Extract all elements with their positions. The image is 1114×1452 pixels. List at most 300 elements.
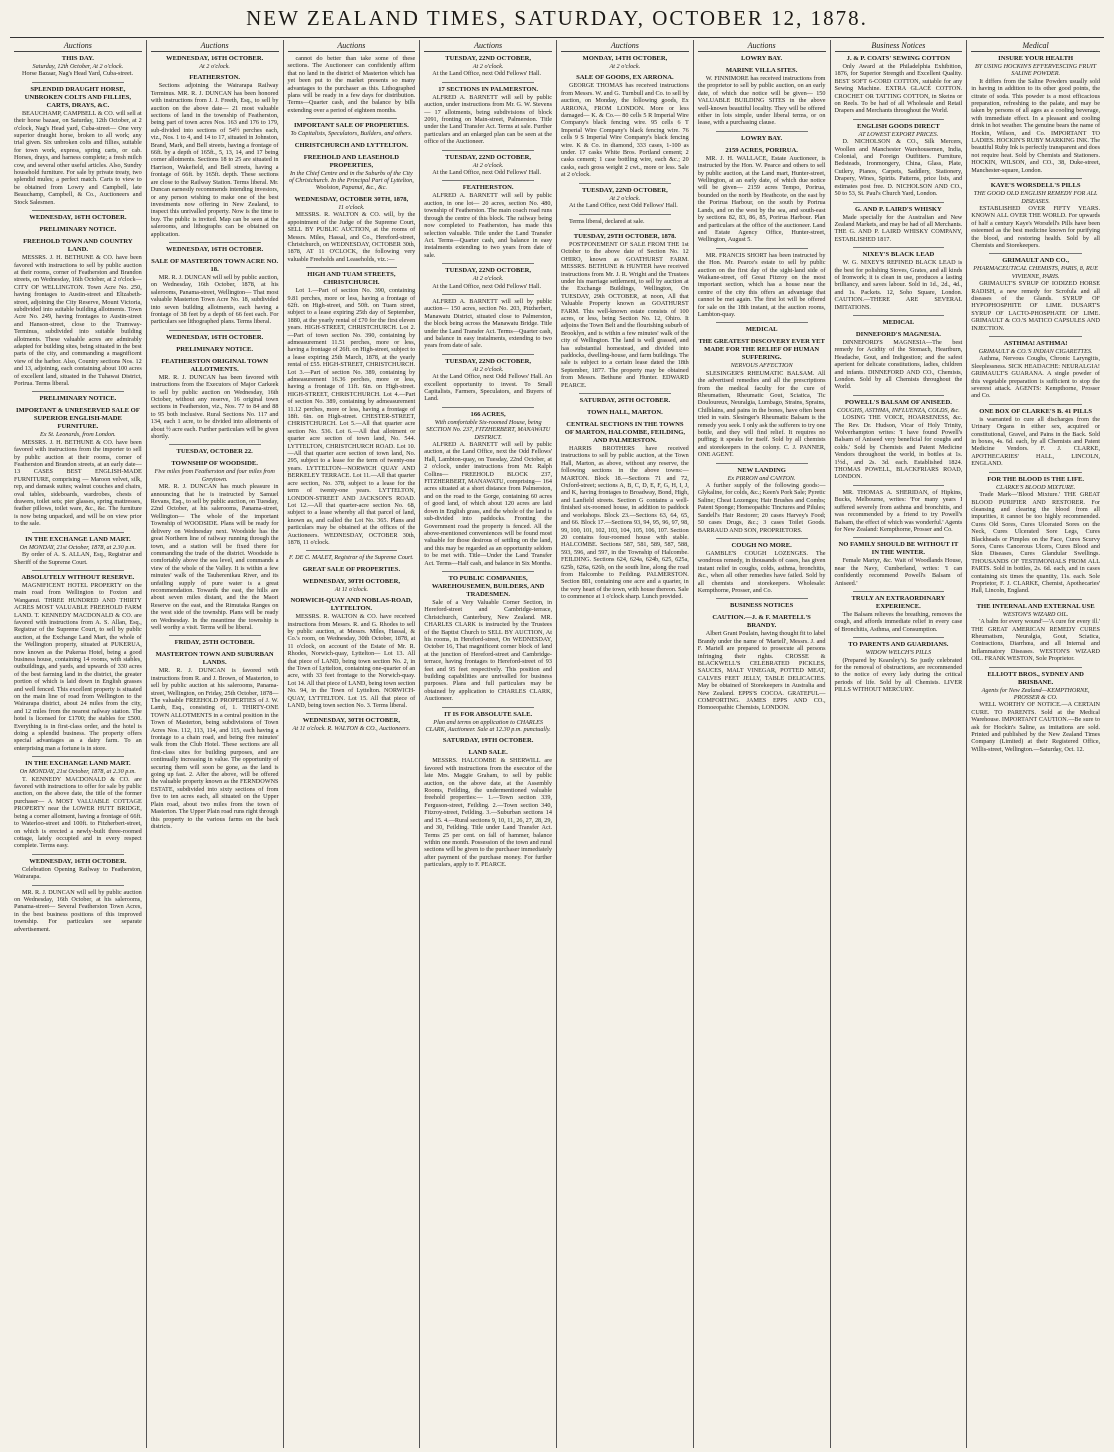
- ad-title: NORWICH-QUAY AND NOBLAS-ROAD, LYTTELTON.: [290, 597, 413, 613]
- ad-title: INSURE YOUR HEALTH: [998, 55, 1074, 62]
- ad-title: MEDICAL: [882, 318, 915, 326]
- ad-body: T. KENNEDY MACDONALD & CO. are favored with instructions to offer for sale by public auction, on the above date, the title of the former purchaser— A MOST VALUABLE COTTAGE PROPERTY near the LOWER HUTT BRIDGE, being a corner allotment, having a frontage of 66ft. to Waterloo-street and 100ft. to Fitzherbert-street, on which is erected a newly-built three-roomed cottage, lately occupied and in every respect complete. Terms easy.: [14, 775, 142, 850]
- advertisement: [561, 187, 689, 210]
- ad-body: The Balsam relieves the breathing, removes the cough, and affords immediate relief in every case of Bronchitis, Asthma, and Consumption.: [834, 610, 963, 633]
- advertisement: [151, 346, 279, 354]
- ad-body: GEORGE THOMAS has received instructions from Messrs. W. and G. Turnbull and Co. to sell by auction, on Monday, the following goods, Ex ARRONA, FROM LONDON. More or less damaged— K. & Co.— 80 cells 5 R Imperial Wire Company's black fencing wire. 95 cells 6 T Imperial Wire Company's black fencing wire. 76 cells 9 S Imperial Wire Company's black fencing wire. K & Co. in diamond, 333 cases, 1-100 as under. 17 casks White Bros. Portland cement; 2 casks cement; 1 case bottling wire, each &c.; 20 casks, each gross weight 2 cwt., more or less. Sale at 2 o'clock.: [561, 82, 689, 179]
- ad-subtitle: At 2 o'clock.: [199, 63, 230, 70]
- ad-separator: [306, 713, 398, 714]
- ad-title: ELLIOTT BROS., SYDNEY AND BRISBANE.: [987, 670, 1084, 686]
- advertisement: [14, 395, 142, 403]
- ad-body: ALFRED A. BARNETT will sell by public auction, in one lot— 20 acres, section No. 480, township of Featherston. The main coach road runs through the centre of this block. The railway being now completed to Featherston, has made this selection valuable. Title under the Land Transfer Act. Terms—Quarter cash, and balance in easy instalments extending to two years from date of sale.: [424, 192, 552, 259]
- ad-title: TUESDAY, 22ND OCTOBER,: [581, 186, 668, 194]
- ad-separator: [989, 336, 1082, 337]
- column-heading: Medical: [971, 40, 1100, 52]
- advertisement: [151, 334, 279, 342]
- advertisement: [835, 399, 963, 481]
- ad-title: THE GREATEST DISCOVERY EVER YET MADE FOR THE RELIEF OF HUMAN SUFFERING.: [698, 338, 825, 362]
- ad-title: FRIDAY, 25TH OCTOBER.: [174, 639, 255, 647]
- ad-separator: [32, 885, 124, 886]
- ad-separator: [32, 854, 124, 855]
- ad-subtitle: At 2 o'clock.: [472, 275, 504, 283]
- advertisement: [698, 135, 826, 143]
- advertisement: [151, 448, 279, 456]
- advertisement: [698, 467, 826, 534]
- ad-title: ENGLISH GOODS DIRECT: [856, 122, 940, 130]
- advertisement: [561, 397, 689, 405]
- ad-body: Made specially for the Australian and New Zealand Markets, and may be had of all Merchants. THE G. AND P. LAIRD WHISKY COMPANY, ESTABLISHED 1817.: [834, 213, 963, 243]
- ad-subtitle: COUGHS, ASTHMA, INFLUENZA, COLDS, &c.: [836, 406, 960, 414]
- ad-body: GAMBLE'S COUGH LOZENGES. The wondrous remedy, in thousands of cases, has given instant relief in coughs, colds, asthma, bronchitis, &c., when all other remedies have failed. Sold by all chemists and storekeepers. Wholesale: Kempthorne, Prosser, and Co.: [697, 549, 826, 594]
- ad-separator: [579, 214, 671, 215]
- ad-separator: [32, 391, 124, 392]
- ad-body: ALFRED A. BARNETT will sell by public auction— 150 acres, section No. 203, Pitzherbert, Manawatu District, situated close to Palmerston, the block being across the Manawatu Bridge. Title under the Land Transfer Act. Terms—Quarter cash, and balance in easy instalments, extending to two years from date of sale.: [424, 297, 552, 350]
- ad-title: SALE OF MASTERTON TOWN ACRE NO. 18.: [151, 257, 279, 273]
- ad-separator: [442, 407, 534, 408]
- ad-body: WELL WORTHY OF NOTICE.—A CERTAIN CURE. TO PARENTS. Sold at the Medical Warehouse. IMPORTANT CAUTION.—Be sure to ask for Hockin's Saline, as imitations are sold. Printed and published by the New Zealand Times Company (Limited) at their Registered Office, Willis-street, Wellington.—Saturday, Oct. 12.: [971, 701, 1100, 753]
- advertisement: [698, 542, 826, 594]
- advertisement: [698, 67, 826, 127]
- ad-separator: [853, 395, 945, 396]
- ad-body: cannot do better than take some of these sections. The Auctioneer can confidently affirm that no land in the district of Masterton which has yet been put to the market presents so many advantages to the purchaser as this. Lithographed plans will be ready in a few days for distribution. Terms—Quarter cash, and the balance by bills extending over a period of eighteen months.: [287, 55, 416, 114]
- ad-title: COUGH NO MORE.: [731, 541, 792, 549]
- ad-separator: [442, 180, 534, 181]
- advertisement: [561, 409, 689, 417]
- ad-subtitle: At 2 o'clock.: [609, 63, 641, 70]
- advertisement: [835, 489, 963, 533]
- advertisement: [151, 460, 279, 631]
- ad-title: NO FAMILY SHOULD BE WITHOUT IT IN THE WINTER.: [838, 541, 959, 557]
- ad-title: MONDAY, 14TH OCTOBER,: [582, 55, 668, 62]
- ad-body: MR. R. J. DUNCAN will sell by public auction, on Wednesday, 16th October, 1878, at his salerooms, Panama-street, Wellington— That most valuable Masterton Town Acre No. 18, subdivided into seven building allotments, each having a frontage of 38 feet by a depth of 66 feet each. For particulars see lithographed plans. Terms liberal.: [150, 273, 279, 326]
- advertisement: [288, 717, 416, 732]
- ad-subtitle: BY USING HOCKIN'S EFFERVESCING FRUIT SALINE POWDER.: [975, 63, 1097, 78]
- ad-subtitle: At 11 o'clock. R. WALTON & CO., Auctioneers.: [292, 725, 411, 733]
- ad-subtitle: F. DE C. MALET, Registrar of the Supreme Court.: [289, 554, 414, 562]
- ad-title: TUESDAY, 22ND OCTOBER,: [445, 267, 532, 275]
- advertisement: [424, 298, 552, 350]
- ad-separator: [989, 404, 1082, 405]
- ad-title: FOR THE BLOOD IS THE LIFE.: [987, 475, 1085, 483]
- ad-separator: [32, 82, 124, 83]
- ad-body: ALFRED A. BARNETT will sell by public auction, under instructions from Mr. G. W. Stevens— 17 allotments, being subdivisions of block 2091, fronting on Main-street, Palmerston. Title under the Land Transfer Act. Terms at sale. Further particulars and an enlarged plan can be seen at the office of the Auctioneer.: [424, 93, 552, 146]
- ad-title: CAUTION.—J. & F. MARTELL'S BRANDY.: [712, 614, 811, 630]
- ad-title: WEDNESDAY, 30TH OCTOBER,: [302, 717, 400, 725]
- ad-body: Celebration Opening Railway to Featherston, Wairarapa.: [14, 865, 142, 881]
- ad-body: POSTPONEMENT OF SALE FROM THE 1st October to the above date of Section No. 12 OHIRO, known as GOATHURST FARM. MESSRS. BETHUNE & HUNTER have received instructions from Mr. J. R. Wright and the Trustees under his marriage settlement, to sell by auction at the Exchange Buildings, Wellington, On TUESDAY, 29th OCTOBER, at noon, All that Valuable Property known as GOATHURST FARM. This well-known estate consists of 100 acres, or less, being Section No. 12, Ohiro. It adjoins the Town Belt and the flourishing suburb of Brooklyn, and is within a few minutes' walk of the city of Wellington. The land is well grassed, and has substantial homestead, and divided into paddocks, dwelling-house, and farm buildings. The sale is subject to a certain lease dated the 18th September, 1877. The property may be obtained from Messrs. Bethune and Hunter. EDWARD PEARCE.: [561, 240, 689, 389]
- ad-subtitle: To Capitalists, Speculators, Builders, and others.: [290, 130, 413, 138]
- ad-title: SATURDAY, 26TH OCTOBER.: [579, 397, 671, 405]
- ad-body: At the Land Office, next Odd Fellows' Hall.: [432, 169, 541, 177]
- ad-separator: [32, 532, 124, 533]
- ad-subtitle: On MONDAY, 21st October, 1878, at 2.30 p.m.: [19, 543, 136, 551]
- advertisement: [561, 218, 689, 225]
- ad-separator: [579, 183, 671, 184]
- ad-title: LAND SALE.: [468, 749, 508, 757]
- ad-title: TUESDAY, 22ND OCTOBER,: [445, 55, 532, 62]
- ad-title: MARINE VILLA SITES.: [725, 67, 798, 74]
- ad-subtitle: In the Chief Centre and in the Suburbs of the City of Christchurch. In the Principal Part of Lyttelton, Woolston, Papanui, &c., &c.: [288, 169, 414, 192]
- ad-separator: [716, 463, 808, 464]
- advertisement: [14, 574, 142, 752]
- ad-body: By order of A. S. ALLAN, Esq., Registrar and Sheriff of the Supreme Court.: [14, 551, 142, 566]
- advertisement: [14, 238, 142, 387]
- advertisement: [835, 206, 963, 244]
- advertisement: [698, 147, 826, 244]
- ad-title: FEATHERSTON.: [462, 184, 514, 192]
- ad-title: NEW LANDING: [737, 466, 786, 474]
- ad-title: 166 ACRES,: [470, 410, 506, 418]
- ad-separator: [716, 322, 808, 323]
- ad-separator: [853, 637, 945, 638]
- columns: [10, 40, 1104, 1452]
- ad-body: W. FINNIMORE has received instructions from the proprietor to sell by public auction, on an early date, of which due notice will be given— 150 VALUABLE BUILDING SITES in the above well-known beautiful locality. They will be offered either in lots simple, under liberal terms, or on lease, with a purchasing clause.: [697, 75, 826, 127]
- advertisement: [14, 55, 142, 78]
- ad-title: SPLENDID DRAUGHT HORSE, UNBROKEN COLTS AND FILLIES, CARTS, DRAYS, &C.: [24, 85, 132, 109]
- ad-separator: [442, 571, 534, 572]
- advertisement: [288, 566, 416, 574]
- column-heading: Auctions: [424, 40, 552, 52]
- advertisement: [424, 184, 552, 259]
- ad-title: 17 SECTIONS IN PALMERSTON.: [438, 85, 539, 93]
- ad-subtitle: 11 o'clock.: [338, 203, 365, 211]
- masthead-rule: [10, 37, 1104, 38]
- ad-separator: [716, 538, 808, 539]
- ad-body: Sale of a Very Valuable Corner Section, in Hereford-street and Cambridge-terrace, Christchurch, Canterbury, New Zealand. MR. CHARLES CLARK is instructed by the Trustees of the Baptist Church to SELL BY AUCTION, At his rooms, in Hereford-street, On WEDNESDAY, October 16, That magnificent corner block of land at the junction of Hereford-street and Cambridge-terrace, having frontages to Hereford-street of 93 feet and 95 feet respectively. This position and building capabilities are unrivalled for business purposes. Plans and full particulars may be obtained by application to CHARLES CLARK, Auctioneer.: [424, 598, 552, 703]
- ad-body: MR. R. J. DUNCAN is favored with instructions from R. and J. Brown, of Masterton, to sell by public auction at his salerooms, Panama-street, Wellington, on Friday, 25th October, 1878— The valuable FREEHOLD PROPERTIES of J. W. Lamb, Esq., consisting of, 1. THIRTY-ONE TOWN ALLOTMENTS in a central position in the Town of Masterton, being subdivisions of Town Acres Nos. 112, 113, 114, and 115, each having a frontage to a chain road, and being five minutes' walk from the Club Hotel. These sections are all first-class sites for building purposes, and are continually increasing in value. The opportunity of securing them will soon be gone, as the land is going up fast. 2. After the above, will be offered the valuable property known as the FERNDOWNS ESTATE, subdivided into sixty sections of from five to ten acres each, all situated on the Upper Plain road, about two miles from the town of Masterton. The Upper Plain road runs right through this property to the various farms on the back districts.: [150, 667, 279, 830]
- ad-body: MESSRS. J. H. BETHUNE & CO. have been favored with instructions from the importer to sell by public auction at their rooms, corner of Featherston and Brandon streets, at an early date— 13 CASES BEST ENGLISH-MADE FURNITURE, comprising — Maroon velvet, silk, rep, and damask suites; walnut couches and chairs, oval tables, sideboards, wardrobes, chests of drawers, toilet sets; pier glasses, spring mattresses, feather pillows, toilet ware, &c., &c. The furniture is now being unpacked, and will be on view prior to the sale.: [14, 438, 142, 528]
- ad-separator: [32, 570, 124, 571]
- column-6: [694, 40, 831, 1448]
- ad-title: LOWRY BAY.: [741, 55, 783, 62]
- ad-title: SALE OF GOODS, EX ARRONA.: [576, 74, 674, 82]
- advertisement: [14, 858, 142, 881]
- ad-body: BEAUCHAMP, CAMPBELL & CO. will sell at their horse bazaar, on Saturday, 12th October, at 2 o'clock, Nag's Head yard, Cuba-street— One very superior draught horse, broken to all work; any trial given. Six unbroken colts and fillies, suitable for town work, express, spring carts, or cab. Horses, drays, and harness complete; a fresh milch cow, and several other useful articles. Also, Sundry household furniture. For sale by private treaty, two splendid mules; a perfect match. Carts to view to be obtained from Lowry and Campbell, late Beauchamp, Campbell, & Co., Auctioneers and Stock Salesmen.: [14, 109, 142, 206]
- ad-title: IN THE EXCHANGE LAND MART.: [25, 760, 131, 768]
- column-heading: Auctions: [698, 40, 826, 52]
- advertisement: [971, 55, 1100, 174]
- advertisement: [561, 421, 689, 601]
- ad-title: LOWRY BAY.: [741, 134, 783, 142]
- ad-body: DINNEFORD'S MAGNESIA—The best remedy for Acidity of the Stomach, Heartburn, Headache, Gout, and Indigestion; and the safest aperient for delicate constitutions, ladies, children and infants. DINNEFORD AND CO., Chemists, London. Sold by all Chemists throughout the World.: [834, 338, 963, 391]
- ad-title: POWELL'S BALSAM OF ANISEED.: [844, 398, 952, 406]
- ad-title: TUESDAY, 22ND OCTOBER,: [445, 357, 532, 365]
- advertisement: [561, 74, 689, 178]
- ad-body: Trade Mark—'Blood Mixture.' THE GREAT BLOOD PURIFIER AND RESTORER. For cleansing and clearing the blood from all impurities, it cannot be too highly recommended. Cures Old Sores, Cures Ulcerated Sores on the Neck, Cures Ulcerated Sore Legs, Cures Blackheads or Pimples on the Face, Cures Scurvy Sores, Cures Cancerous Ulcers, Cures Blood and Skin Diseases, Cures Glandular Swellings. THOUSANDS OF TESTIMONIALS FROM ALL PARTS. Sold in bottles, 2s. 6d. each, and in cases containing six times the quantity, 11s. each. Sole Proprietor, F. J. CLARKE, Chemist, Apothecaries' Hall, Lincoln, England.: [971, 491, 1100, 595]
- advertisement: [698, 55, 826, 63]
- ad-title: WEDNESDAY, 16TH OCTOBER.: [166, 333, 264, 341]
- ad-body: MR. R. J. DUNCAN has been favored with instructions from the Executors of Major Carkeek to sell by public auction on Wednesday, 16th October, without any reserve, 16 original town sections in Featherston, viz., Nos. 77 to 84 and 88 to 95 both inclusive. Rural Sections No. 117 and 134, each 1 acre, to be divided into allotments of about ½ acre each. Further particulars will be given shortly.: [150, 373, 279, 441]
- advertisement: [424, 358, 552, 403]
- ad-body: MR. J. H. WALLACE, Estate Auctioneer, is instructed by the Hon. W. Pearce and others to sell by public auction, at the Land mart, Hunter-street, Wellington, at an early date, of which due notice will be given— 2159 acres Tempo, Porirua, bounded on the north by Heathcote, on the east by the Porirua Harbour, on the south by Porirua Lands, and on the west by the sea, and south-east by sections 82, 83, 86, 85, Porirua Harbour. Plan and particulars at the office of the auctioneer. Land and Estate Agency Office, Hunter-street, Wellington, August 5.: [697, 154, 826, 244]
- ad-subtitle: On MONDAY, 21st October, 1878, at 2.30 p.m.: [19, 768, 136, 776]
- ad-subtitle: AT LOWEST EXPORT PRICES.: [858, 130, 939, 138]
- advertisement: [151, 55, 279, 70]
- ad-subtitle: At 11 o'clock.: [334, 585, 369, 593]
- column-7: [831, 40, 968, 1448]
- masthead: NEW ZEALAND TIMES, SATURDAY, OCTOBER 12, 1878.: [246, 6, 868, 30]
- ad-title: TUESDAY, 29TH OCTOBER, 1878.: [573, 232, 677, 240]
- ad-separator: [442, 354, 534, 355]
- advertisement: [151, 74, 279, 238]
- ad-subtitle: Ex St. Leonards, from London.: [40, 431, 116, 439]
- advertisement: [151, 258, 279, 326]
- ad-title: CENTRAL SECTIONS IN THE TOWNS OF MARTON, HALCOMBE, FEILDING, AND PALMERSTON.: [564, 421, 686, 445]
- advertisement: [698, 338, 826, 458]
- advertisement: [424, 55, 552, 78]
- advertisement: [424, 86, 552, 146]
- ad-subtitle: WIDOW WELCH'S PILLS: [865, 649, 932, 657]
- ad-separator: [169, 242, 261, 243]
- ad-separator: [716, 131, 808, 132]
- ad-body: At the Land Office, next Odd Fellows' Hall.: [569, 202, 678, 210]
- advertisement: [698, 602, 826, 610]
- ad-separator: [989, 599, 1082, 600]
- ad-body: HARRIS BROTHERS have received instructions to sell by public auction, at the Town Hall, Marton, as above, without any reserve, the following sections in the above towns:— MARTON. Block 18.—Sections 71 and 72, Oxford-street; sections A, B, C, D, E, F, G, H, I, J, and K, having frontages to Broadway, Bond, High, and Lanfield streets. Section G contains a well-finished six-roomed house, in addition to paddock and workshops. Block 23.—Sections 63, 64, 65, and 66. Block 17.—Sections 93, 94, 95, 96, 97, 98, 99, 100, 101, 102, 103, 104, 105, 106, 107. Section 20 contains four-roomed house with stable. HALCOMBE. Sections 587, 581, 589, 587, 588, 593, 596, and 597, in the Township of Halcombe. FEILDING. Sections 624, 624a, 624b, 625, 625a, 625b, 626a, 626b, on the south line, along the road from Halcombe to Feilding. PALMERSTON. Section 881, containing one acre and a quarter, in the very heart of the town, with house thereon. Sale to commence at 1 o'clock sharp. Lunch provided.: [561, 445, 689, 601]
- ad-title: IMPORTANT & UNRESERVED SALE OF SUPERIOR ENGLISH-MADE FURNITURE.: [15, 407, 140, 431]
- advertisement: [698, 252, 826, 319]
- ad-body: Female Martyr, &c. Wait of Woodlands House, near the Navy, Cumberland, writes: 'I can confidently recommend Powell's Balsam of Aniseed.': [834, 557, 963, 587]
- ad-title: PRELIMINARY NOTICE.: [176, 345, 254, 353]
- ad-body: (Prepared by Kearsley's). So justly celebrated for the removal of obstructions, are recommended to the notice of every lady during the critical periods of life. Sold by all Chemists. LIVER PILLS WITHOUT MERCURY.: [834, 656, 963, 694]
- advertisement: [835, 123, 963, 198]
- ad-subtitle: Ex PIRRON and CANTON.: [727, 474, 796, 482]
- ad-body: MESSRS. R. WALTON & CO. have received instructions from Messrs. R. and G. Rhodes to sell by public auction, at Messrs. Miles, Hassal, & Co.'s room, on Wednesday, 30th October, 1878, at 11 o'clock, on account of the Estate of Mr. R. Rhodes, Norwich-quay, Lyttelton— Lot 13. All that piece of LAND, being town section No. 2, in the Town of Lyttelton, containing one-quarter of an acre, with 33 feet frontage to the Norwich-quay. Lot 14. All that piece of LAND, being town section No. 94, in the Town of Lyttelton. NORWICH-QUAY, LYTTELTON. Lot 15. All that piece of LAND, being town section No. 3. Terms liberal.: [287, 613, 416, 710]
- ad-title: TOWNSHIP OF WOODSIDE.: [171, 460, 258, 468]
- advertisement: [424, 575, 552, 703]
- column-heading: Auctions: [288, 40, 416, 52]
- ad-body: MR. R. J. DUNCAN has much pleasure in announcing that he is instructed by Samuel Revans, Esq., to sell by public auction, on Tuesday, 22nd October, at his salerooms, Panama-street, Wellington— The whole of the important Township of WOODSIDE. Plans will be ready for delivery on Wednesday next. Woodside has the great Northern line of railway running through the town, and a station will be fixed there for commanding the trade of the district. Woodside is comfortably above the sea level, and commands a view of the whole of the Valley. It is within a few minutes' walk of the Tauherenikau River, and its unfailing supply of pure water is a great recommendation. Towards the east, the hills are about seven miles distant, and the the Maori Reserve on the east, and the Rimutaka Ranges on the west side of the township. Plans will be ready on Wednesday. In the meantime the township is well worthy a visit. Terms will be liberal.: [150, 483, 279, 631]
- column-8: [967, 40, 1104, 1448]
- ad-subtitle: WESTON'S WIZARD OIL.: [1002, 610, 1069, 618]
- ad-title: FREEHOLD AND LEASEHOLD PROPERTIES,: [303, 153, 399, 169]
- advertisement: [288, 578, 416, 593]
- column-2: [147, 40, 284, 1448]
- advertisement: [561, 233, 689, 389]
- advertisement: [971, 340, 1100, 400]
- ad-separator: [853, 247, 945, 248]
- ad-body: MR. THOMAS A. SHERIDAN, of Hipkins, Bucks, Melbourne, writes: 'For many years I suffered severely from asthma and bronchitis, and was recommended by a friend to try Powell's Balsam, the effect of which was wonderful.' Agents for New Zealand: Kempthorne, Prosser and Co.: [834, 488, 963, 533]
- ad-subtitle: At 2 o'clock.: [472, 161, 504, 169]
- ad-body: MAGNIFICENT HOTEL PROPERTY on the main road from Wellington to Foxton and Wanganui. THREE HUNDRED AND THIRTY ACRES MOST VALUABLE FREEHOLD FARM LAND. T. KENNEDY MACDONALD & CO. are favored with instructions from A. S. Allan, Esq., Registrar of the Supreme Court, to sell by public auction, at the Exchange Land Mart, the whole of the Wellington property, situated at PUKERUA, now known as the Pukerua Hotel, being a good business house, containing 14 rooms, with stables, outbuildings, and yards, and upwards of 330 acres of the best farming land in the district, the greater portion of which is laid down in English grasses and well fenced. This excellent property is situated on the main line of road from Wellington to the Wairarapa district, about 24 miles from the city, and 12 miles from the nearest railway station. The hotel is licensed for £1700; the stables for £500. Everything is in first-class order, and the hotel is doing a splendid business. The property offers special advantages as a dairy farm. To an enterprising man a fortune is in store.: [14, 581, 142, 752]
- ad-separator: [989, 178, 1082, 179]
- ad-body: At the Land Office, next Odd Fellows' Hall.: [432, 70, 541, 78]
- ad-title: GREAT SALE OF PROPERTIES.: [302, 565, 401, 573]
- advertisement: [288, 271, 416, 546]
- advertisement: [971, 257, 1100, 332]
- ad-body: MR. R. J. DUNCAN will sell by public auction on Wednesday, 16th October, at his salerooms, Panama-street— Several Featherston Town Acres, in the best business positions of this improved township. For particulars see separate advertisement.: [14, 888, 142, 933]
- ad-separator: [716, 248, 808, 249]
- ad-separator: [169, 635, 261, 636]
- ad-title: FREEHOLD TOWN AND COUNTRY LAND.: [23, 238, 133, 254]
- ad-body: Only Award at the Philadelphia Exhibition, 1876, for Superior Strength and Excellent Quality. BEST SOFT 6-CORD COTTON, suitable for any Sewing Machine. EXTRA GLACÉ COTTON. CROCHET OR TATTING COTTON, in Skeins or on Reels. To be had of all Wholesale and Retail Drapers and Merchants throughout the World.: [834, 63, 963, 115]
- ad-separator: [306, 118, 398, 119]
- ad-title: THIS DAY.: [61, 55, 94, 62]
- ad-separator: [853, 537, 945, 538]
- ad-body: At the Land Office, next Odd Fellows' Hall.: [432, 282, 541, 290]
- ad-title: TOWN HALL, MARTON.: [587, 409, 663, 417]
- ad-title: G. AND P. LAIRD'S WHISKY: [854, 205, 942, 213]
- ad-subtitle: Five miles from Featherston and four miles from Greytown.: [154, 468, 275, 483]
- ad-subtitle: Saturday, 12th October, At 2 o'clock.: [32, 63, 124, 70]
- ad-body: MESSRS. HALCOMBE & SHERWILL are favored with instructions from the executor of the late Mrs. Maggie Graham, to sell by public auction, on the above date, at the Assembly Rooms, Feilding, the undermentioned valuable freehold properties:— 1.—Town section 339, Ferguson-street, Feilding. 2.—Town section 340, Fitzroy-street, Feilding. 3.—Suburban sections 14 and 15. 4.—Rural sections 9, 10, 11, 26, 27, 28, 29, and 30, Feilding. Title under Land Transfer Act. Terms 25 per cent. on fall of hammer, balance within one month. Possession of the town and rural sections will be given to the purchaser immediately after payment of the purchase money. For further particulars, apply to F. PEARCE.: [424, 757, 552, 869]
- ad-subtitle: With comfortable Six-roomed House, being SECTION No. 237, FITZHERBERT, MANAWATU DISTRICT.: [425, 418, 551, 441]
- advertisement: [424, 749, 552, 868]
- ad-title: TRULY AN EXTRAORDINARY EXPERIENCE.: [851, 594, 946, 610]
- ad-body: Terms liberal, declared at sale.: [569, 217, 645, 225]
- ad-separator: [442, 82, 534, 83]
- ad-body: Sections adjoining the Wairarapa Railway Terminus. MR. R. J. DUNCAN has been honored with instructions from J. J. Freeth, Esq., to sell by auction on the above date— 21 most valuable sections of land in the township of Featherston, being part of town acres Nos. 163 and 176 to 179, sub-divided into sections of 54½ perches each, viz., Nos. 1 to 4, and 14 to 17, situated in Johnston, Brand, Mark, and Bell streets, having a frontage of 66ft. by a depth of 165ft., 5, 13, 14, and 17 being corner allotments. Sections 18 to 25 are situated in Harrison, Wakefield, and Bell streets, having a frontage of 66ft. by 165ft. depth. These sections are close to the Railway Station. Terms liberal. Mr. Duncan earnestly recommends intending investors, or any person wishing to make one of the best investments now offering in New Zealand, to inspect this unrivalled property. Now is the time to buy. The public is invited. Map can be seen at the salerooms, and lithographs can be obtained on application.: [150, 82, 279, 238]
- ad-title: CHRISTCHURCH AND LYTTELTON.: [294, 141, 408, 149]
- advertisement: [835, 541, 963, 587]
- ad-separator: [442, 294, 534, 295]
- column-1: [10, 40, 147, 1448]
- advertisement: [151, 639, 279, 647]
- ad-title: MEDICAL: [745, 326, 778, 334]
- ad-body: Albert Grant Poulain, having thought fit to label Brandy under the name of 'Martell', Messrs. J. and F. Martell are prepared to prosecute all persons infringing their rights. CROSSE & BLACKWELL'S CELEBRATED PICKLES, SAUCES, MALT VINEGAR, POTTED MEAT, CALVES FEET JELLY, TABLE DELICACIES. May be obtained of Storekeepers in Australia and New Zealand. EPPS'S COCOA. GRATEFUL—COMFORTING. JAMES EPPS AND CO., Homoeopathic Chemists, LONDON.: [697, 630, 826, 712]
- ad-separator: [442, 150, 534, 151]
- ad-separator: [32, 756, 124, 757]
- advertisement: [14, 889, 142, 933]
- ad-body: MESSRS. R. WALTON & CO. will, by the appointment of the Judge of the Supreme Court, SELL BY PUBLIC AUCTION, at the rooms of Messrs. Miles, Hassal, and Co., Hereford-street, Christchurch, on WEDNESDAY, OCTOBER 30th, 1878, AT 11 O'CLOCK, the following very valuable Freeholds and Leaseholds, viz.:—: [287, 211, 416, 263]
- ad-title: DINNEFORD'S MAGNESIA.: [855, 330, 941, 338]
- ad-body: 'A balm for every wound'—'A cure for every ill.' THE GREAT AMERICAN REMEDY CURES Rheumatism, Neuralgia, Gout, Sciatica, Contractions, Diarrhœa, and all Internal and Inflammatory Diseases. WESTON'S WIZARD OIL. FRANK WESTON, Sole Proprietor.: [971, 618, 1100, 663]
- advertisement: [835, 331, 963, 391]
- ad-separator: [169, 330, 261, 331]
- ad-title: IMPORTANT SALE OF PROPERTIES.: [293, 122, 409, 130]
- ad-subtitle: Agents for New Zealand—KEMPTHORNE, PROSSER & CO.: [981, 686, 1090, 702]
- ad-separator: [169, 444, 261, 445]
- advertisement: [698, 326, 826, 334]
- ad-subtitle: At 2 o'clock.: [609, 194, 641, 202]
- ad-title: 2159 ACRES, PORIRUA.: [725, 146, 798, 154]
- ad-separator: [442, 707, 534, 708]
- ad-subtitle: GRIMAULT & CO.'S INDIAN CIGARETTES.: [978, 348, 1093, 355]
- advertisement: [561, 55, 689, 70]
- ad-separator: [306, 267, 398, 268]
- advertisement: [288, 196, 416, 263]
- ad-body: ALFRED A. BARNETT will sell by public auction, at the Land Office, next the Odd Fellows' Hall, Lambton-quay, on Tuesday, 22nd October, at 2 o'clock, under instructions from Mr. Ralph Collins— FREEHOLD BLOCK 237, FITZHERBERT, MANAWATU, comprising— 164 acres situated at a short distance from Palmerston, and on the road to the Gorge, containing 60 acres of good land, of which about 120 acres are laid down in English grass, and the whole of the land is sub-divided into paddocks. Fronting the Government road the property is fenced. All the above-mentioned conveniences will be found most valuable for those desirous of settling on the land, and this may be regarded as an opportunity seldom to be met with. Title—Under the Land Transfer Act. Terms—Half cash, and balance in Six Months.: [424, 441, 552, 567]
- advertisement: [14, 214, 142, 222]
- ad-body: SLESINGER'S RHEUMATIC BALSAM. All the advertised remedies and all the prescriptions from the medical faculty for the cure of Rheumatism, Rheumatic Gout, Sciatica, Tic Douloureux, Neuralgia, Lumbago, Strains, Sprains, Chilblains, and pains in the bones, have often been tried in vain. Slesinger's Rheumatic Balsam is the remedy you seek. I only ask the sufferers to try one bottle, and they will find relief. It requires no puffing; it speaks for itself. Sold by all chemists and storekeepers in the colony. C. J. PANNER, ONE AGENT.: [697, 369, 826, 459]
- advertisement: [14, 407, 142, 527]
- ad-body: A further supply of the following goods:— Glykaline, for colds, &c.; Keen's Pork Sale; Pyretic Saline; Cheat Lozenges; Hair Brushes and Combs; Patent Sponge; Homeopathic Tinctures and Pilules; Sandell's Hair Restorer; 20 cases Harvey's Food; 50 cases Drugs, &c.; 3 cases Toilet Goods. BARRAUD AND SON, PROPRIETORS.: [697, 482, 826, 534]
- ad-separator: [579, 229, 671, 230]
- ad-separator: [853, 485, 945, 486]
- ad-title: MASTERTON TOWN AND SUBURBAN LANDS.: [155, 651, 274, 667]
- ad-title: FEATHERSTON.: [189, 74, 241, 82]
- advertisement: [971, 603, 1100, 663]
- advertisement: [151, 651, 279, 830]
- ad-separator: [853, 591, 945, 592]
- advertisement: [424, 267, 552, 290]
- ad-subtitle: THE GOOD OLD ENGLISH REMEDY FOR ALL DISEASES.: [973, 190, 1098, 205]
- advertisement: [288, 154, 416, 192]
- ad-body: GRIMAULT'S SYRUP OF IODIZED HORSE RADISH, a new remedy for Scrofula and all diseases of the Glands. SYRUP OF HYPOPHOSPHITE OF LIME. DUSART'S SYRUP OF LACTO-PHOSPHATE OF LIME. GRIMAULT & CO.'S MATICO CAPSULES AND INJECTION.: [971, 280, 1100, 332]
- column-heading: Business Notices: [835, 40, 963, 52]
- ad-title: TO PUBLIC COMPANIES, WAREHOUSEMEN, BUILDERS, AND TRADESMEN.: [431, 574, 545, 598]
- ad-subtitle: At 2 o'clock.: [472, 365, 504, 373]
- column-4: [420, 40, 557, 1448]
- ad-separator: [989, 667, 1082, 668]
- ad-title: WEDNESDAY, 30TH OCTOBER,: [302, 577, 400, 585]
- ad-subtitle: Plan and terms on application to CHARLES CLARK, Auctioneer. Sale at 12.30 p.m. punctually.: [425, 718, 551, 734]
- ad-title: ONE BOX OF CLARKE'S B. 41 PILLS: [979, 407, 1093, 415]
- advertisement: [14, 86, 142, 206]
- column-heading: Auctions: [151, 40, 279, 52]
- ad-title: WEDNESDAY, 16TH OCTOBER.: [29, 214, 127, 222]
- advertisement: [151, 246, 279, 254]
- advertisement: [971, 476, 1100, 595]
- advertisement: [14, 226, 142, 234]
- advertisement: [288, 554, 416, 561]
- advertisement: [14, 760, 142, 849]
- ad-title: TUESDAY, OCTOBER 22.: [176, 448, 253, 456]
- ad-title: WEDNESDAY, 16TH OCTOBER.: [166, 245, 264, 253]
- advertisement: [835, 595, 963, 633]
- ad-title: ABSOLUTELY WITHOUT RESERVE.: [21, 573, 135, 581]
- ad-title: WEDNESDAY, 16TH OCTOBER.: [166, 55, 264, 62]
- ad-title: TUESDAY, 22ND OCTOBER,: [445, 153, 532, 161]
- ad-separator: [442, 263, 534, 264]
- ad-body: W. G. NIXEY'S REFINED BLACK LEAD is the best for polishing Stoves, Grates, and all kinds of Ironwork; it is clean in use, produces a lasting brilliancy, and saves labour. Sold in 1d., 2d., 4d., and 1s. Packets. 12, Soho Square, London. CAUTION.—THERE ARE SEVERAL IMITATIONS.: [834, 259, 963, 311]
- ad-body: is warranted to cure all discharges from the Urinary Organs in either sex, acquired or constitutional, Gravel, and Pains in the Back. Sold in boxes, 4s. 6d. each, by all Chemists and Patent Medicine Vendors. F. J. CLARKE, APOTHECARIES' HALL, LINCOLN, ENGLAND.: [971, 415, 1100, 468]
- ad-body: MR. FRANCIS SHORT has been instructed by the Hon. Mr. Pearce's estate to sell by public auction on the first day of the sight-land side of Waikane-street, off Great Fitzroy on the most important section, which has a house near the centre of the city this offers an advantage that cannot be met again. The first lot will be offered for sale on the 18th instant, at the auction rooms, Lambton-quay.: [697, 251, 826, 318]
- advertisement: [424, 411, 552, 567]
- ad-title: KAYE'S WORSDELL'S PILLS: [990, 182, 1081, 190]
- ad-title: WEDNESDAY, OCTOBER 30TH, 1878,: [294, 195, 409, 203]
- ad-body: LOSING THE VOICE, HOARSENESS, &c. The Rev. Dr. Hudson, Vicar of Holy Trinity, Wolverhampton writes: 'I have found Powell's Balsam of Aniseed very beneficial for coughs and colds.' Sold by Chemists and Patent Medicine Vendors throughout the world, in bottles at 1s. 1½d., and 2s. 3d. each. Established 1824. THOMAS POWELL, BLACKFRIARS ROAD, LONDON.: [834, 414, 963, 481]
- ad-subtitle: At 2 o'clock.: [472, 63, 504, 70]
- advertisement: [424, 711, 552, 734]
- ad-title: NIXEY'S BLACK LEAD: [862, 251, 935, 259]
- ad-body: At the Land Office, next Odd Fellows' Hall. An excellent opportunity to invest. To Small Capitalists, Farmers, Speculators, and Buyers of Land.: [424, 373, 552, 403]
- column-3: [284, 40, 421, 1448]
- advertisement: [835, 319, 963, 327]
- advertisement: [424, 737, 552, 745]
- ad-title: J. & P. COATS' SEWING COTTON: [846, 55, 951, 62]
- advertisement: [835, 55, 963, 115]
- column-heading: Auctions: [561, 40, 689, 52]
- column-heading: Auctions: [14, 40, 142, 52]
- ad-body: D. NICHOLSON & CO., Silk Mercers, Woollen and Manchester Warehousemen, India, Colonial, and Foreign Outfitters. Furniture, Bedsteads, Ironmongery, China, Glass, Plate, Cutlery, Pianos, Carpets, Saddlery, Stationery, Drapery, Wines, Spirits. Patterns, price lists, and estimates post free. D. NICHOLSON AND CO., 50 to 53, St. Paul's Church Yard, London.: [834, 138, 963, 198]
- ad-separator: [716, 598, 808, 599]
- ad-separator: [32, 210, 124, 211]
- ad-title: THE INTERNAL AND EXTERNAL USE: [976, 602, 1095, 610]
- advertisement: [288, 597, 416, 709]
- advertisement: [288, 55, 416, 114]
- advertisement: [971, 408, 1100, 468]
- ad-separator: [853, 202, 945, 203]
- ad-separator: [989, 253, 1082, 254]
- ad-title: GRIMAULT AND CO.,: [1002, 257, 1069, 265]
- ad-title: WEDNESDAY, 16TH OCTOBER.: [29, 857, 127, 865]
- ad-title: TO PARENTS AND GUARDIANS.: [848, 641, 949, 649]
- advertisement: [835, 641, 963, 693]
- ad-body: It differs from the Saline Powders usually sold in having in addition to its other good points, the citrate of soda. This powder is a most efficacious preparation, refreshing to the palate, and may be taken by persons of all ages as a cooling beverage, with immediate effect. In a pleasant and cooling drink in hot weather. The genuine bears the name of Hockin, Wilson, and Co. IMPORTANT TO LADIES. HOCKIN'S RUBY MARKING INK. The beautiful Ruby Ink is perfectly transparent and does not require heat. Sold by Chemists and Stationers. HOCKIN, WILSON, and CO., 38, Duke-street, Manchester-square, London.: [971, 77, 1100, 174]
- advertisement: [288, 142, 416, 150]
- ad-separator: [989, 472, 1082, 473]
- ad-body: MESSRS. J. H. BETHUNE & CO. have been favored with instructions to sell by public auction at their rooms, corner of Featherston and Brandon streets, on Wednesday, 16th October, at 2 o'clock— CITY OF WELLINGTON. Town Acre No. 250, having frontages to Austin-street and Elizabeth-street, adjoining the City Reserve, Mount Victoria, subdivided into suitable building allotments. Town Acre No. 249, having frontages to Austin-street and Hanson-street, close to the Tramway-Terminus, subdivided into suitable building allotments. These valuable acres are admirably adapted for building sites, being situated in the best parts of the city, and commanding a magnificent view of the harbor. Also, Country sections Nos. 12 and 13, adjoining, each containing about 100 acres of excellent land, situated in the Tuhawai District, Porirua. Terms liberal.: [14, 254, 142, 387]
- advertisement: [698, 614, 826, 711]
- ad-subtitle: NERVOUS AFFECTION: [730, 362, 793, 370]
- advertisement: [971, 671, 1100, 754]
- ad-title: IN THE EXCHANGE LAND MART.: [25, 535, 131, 543]
- advertisement: [424, 154, 552, 177]
- ad-title: BUSINESS NOTICES: [730, 602, 794, 610]
- ad-separator: [579, 393, 671, 394]
- advertisement: [14, 536, 142, 566]
